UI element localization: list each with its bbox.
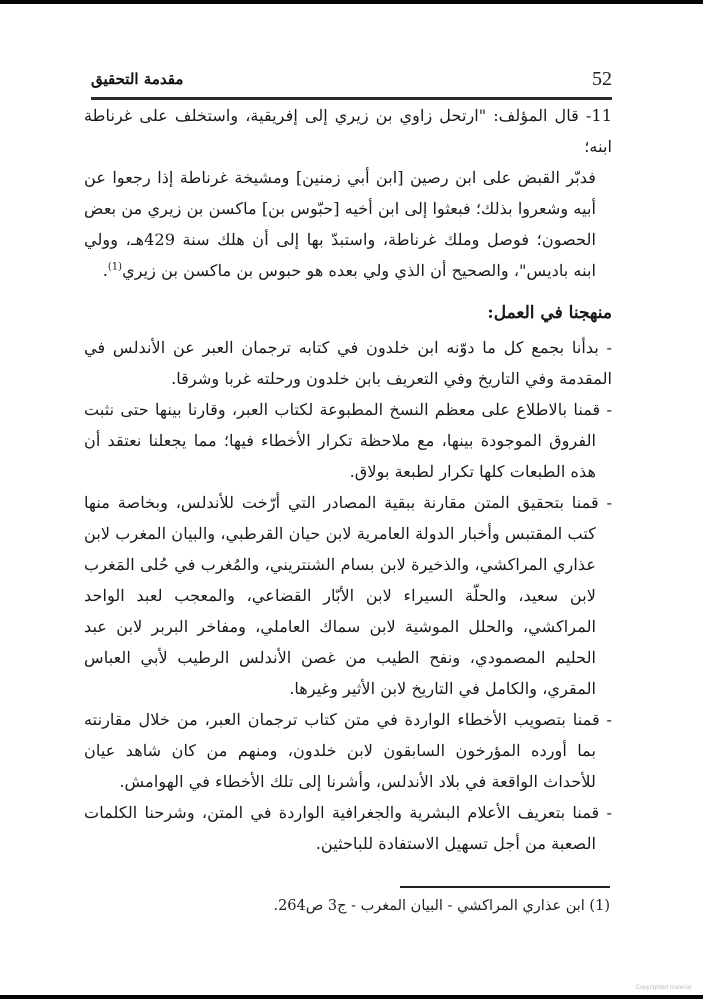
- top-border: [0, 0, 703, 4]
- footnote: (1) ابن عذاري المراكشي - البيان المغرب - ج3 ص264.: [273, 898, 610, 914]
- bottom-border: [0, 995, 703, 999]
- method-item-4: - قمنا بتصويب الأخطاء الواردة في متن كتاب ترجمان العبر، من خلال مقارنته بما أورده المؤرخون السابقون لابن خلدون، ومنهم من كان شاهد عيان للأحداث الواقعة في بلاد الأندلس، وأشرنا إلى تلك الأخطاء في الهوامش.: [84, 710, 612, 791]
- page-body: [84, 100, 612, 859]
- method-item-1: - بدأنا بجمع كل ما دوّنه ابن خلدون في كتابه ترجمان العبر عن الأندلس في المقدمة وفي التاريخ وفي التعريف بابن خلدون ورحلته غربا وشرقا.: [84, 338, 612, 388]
- note-11-end: .: [102, 261, 108, 280]
- note-11-text: فدبّر القبض على ابن رصين [ابن أبي زمنين] ومشيخة غرناطة إذا رجعوا عن أبيه وشعروا بذلك؛ فبعثوا إلى ابن أخيه [حبّوس بن] ماكسن بن زيري من بعض الحصون؛ فوصل وملك غرناطة، واستبدّ بها إلى أن هلك سنة 429هـ، وولي ابنه باديس"، والصحيح أن الذي ولي بعده هو حبوس بن ماكسن بن زيري: [84, 168, 596, 280]
- page-header: [91, 66, 612, 96]
- watermark: Copyrighted material: [635, 985, 691, 991]
- footnote-rule: [400, 886, 610, 888]
- section-heading: منهجنا في العمل:: [487, 303, 612, 323]
- method-item-5: - قمنا بتعريف الأعلام البشرية والجغرافية الواردة في المتن، وشرحنا الكلمات الصعبة من أجل تسهيل الاستفادة للباحثين.: [84, 803, 612, 853]
- page-number: 52: [592, 68, 612, 90]
- method-item-3: - قمنا بتحقيق المتن مقارنة ببقية المصادر التي أرّخت للأندلس، وبخاصة منها كتب المقتبس وأخبار الدولة العامرية لابن حيان القرطبي، والبيان المغرب لابن عذاري المراكشي، والذخيرة لابن بسام الشنتريني، والمُغرب في حُلى المَغرب لابن سعيد، والحلّة السيراء لابن الأبّار القضاعي، والمعجب لعبد الواحد المراكشي، والحلل الموشية لابن سماك العاملي، ومفاخر البربر لابن عبد الحليم المصمودي، ونفح الطيب من غصن الأندلس الرطيب لأبي العباس المقري، والكامل في التاريخ لابن الأثير وغيرها.: [84, 493, 612, 698]
- note-11-line1: 11- قال المؤلف: "ارتحل زاوي بن زيري إلى إفريقية، واستخلف على غرناطة ابنه؛: [84, 106, 612, 156]
- running-title: مقدمة التحقيق: [91, 70, 184, 88]
- footnote-ref[interactable]: (1): [107, 261, 123, 273]
- note-11: [84, 100, 612, 286]
- method-item-2: - قمنا بالاطلاع على معظم النسخ المطبوعة لكتاب العبر، وقارنا بينها حتى نثبت الفروق الموجودة بينها، مع ملاحظة تكرار الأخطاء فيها؛ مما يجعلنا نعتقد أن هذه الطبعات كلها تكرار لطبعة بولاق.: [84, 400, 612, 481]
